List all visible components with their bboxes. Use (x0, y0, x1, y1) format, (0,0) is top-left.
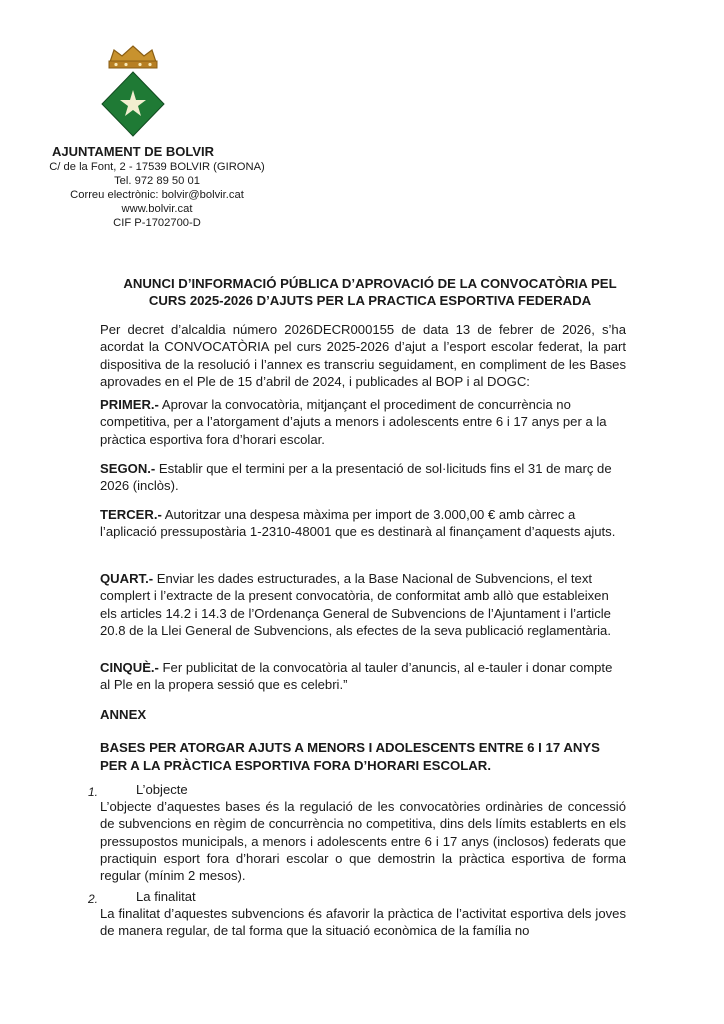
org-phone: Tel. 972 89 50 01 (114, 175, 200, 187)
org-address: C/ de la Font, 2 - 17539 BOLVIR (GIRONA) (49, 161, 265, 173)
clause-label: PRIMER.- (100, 397, 159, 412)
clause-text: Establir que el termini per a la presentació de sol·licituds fins el 31 de març de 2026 (inclòs). (100, 461, 612, 494)
annex-heading: ANNEX (100, 707, 147, 722)
clause-text: Autoritzar una despesa màxima per import de 3.000,00 € amb càrrec a l’aplicació pressupostària 1-2310-48001 que es destinarà al finançament d’aquests ajuts. (100, 507, 616, 540)
clause-text: Fer publicitat de la convocatòria al tauler d’anuncis, al e-tauler i donar compte al Ple en la propera sessió que es celebri.” (100, 660, 613, 693)
section-1-number: 1. (88, 785, 99, 799)
coat-of-arms-logo (100, 42, 166, 152)
intro-paragraph: Per decret d’alcaldia número 2026DECR000155 de data 13 de febrer de 2026, s’ha acordat la CONVOCATÒRIA pel curs 2025-2026 d’ajut a l’esport escolar federat, la part dispositiva de la resolució i l’annex es transcriu seguidament, en compliment de les Bases aprovades en el Ple de 15 d’abril de 2024, i publicades al BOP i al DOGC: (100, 322, 626, 389)
section-2-number: 2. (88, 892, 99, 906)
crown-shape (110, 46, 156, 62)
bases-title: BASES PER ATORGAR AJUTS A MENORS I ADOLESCENTS ENTRE 6 I 17 ANYS PER A LA PRÀCTICA ESPORTIVA FORA D’HORARI ESCOLAR. (100, 740, 600, 773)
title-line-1: ANUNCI D’INFORMACIÓ PÚBLICA D’APROVACIÓ DE LA CONVOCATÒRIA PEL (123, 276, 617, 291)
section-2-text: La finalitat d’aquestes subvencions és afavorir la pràctica de l’activitat esportiva dels joves de manera regular, de tal forma que la situació econòmica de la família no (100, 906, 626, 939)
org-email: Correu electrònic: bolvir@bolvir.cat (70, 189, 244, 201)
section-1-text: L’objecte d’aquestes bases és la regulació de les convocatòries ordinàries de concessió de subvencions en règim de concurrència no competitiva, dins dels límits establerts en els pressupostos municipals, a menors i adolescents entre 6 i 17 anys (inclosos) federats que practiquin esport fora d’horari escolar o que demostrin la pràctica esportiva de forma regular (mínim 2 mesos). (100, 799, 626, 884)
document-title (100, 275, 640, 309)
org-name: AJUNTAMENT DE BOLVIR (52, 144, 215, 159)
clause-text: Enviar les dades estructurades, a la Base Nacional de Subvencions, el text complert i l’extracte de la present convocatòria, de conformitat amb allò que estableixen els articles 14.2 i 14.3 de l’Ordenança General de Subvencions de l’Ajuntament i l’article 20.8 de la Llei General de Subvencions, als efectes de la seva publicació reglamentària. (100, 571, 611, 638)
clause-tercer (100, 506, 626, 541)
org-cif: CIF P-1702700-D (113, 217, 201, 229)
clause-label: TERCER.- (100, 507, 162, 522)
clause-segon (100, 460, 626, 495)
clause-text: Aprovar la convocatòria, mitjançant el procediment de concurrència no competitiva, per a l’atorgament d’ajuts a menors i adolescents entre 6 i 17 anys per a la pràctica esportiva fora d’horari escolar. (100, 397, 607, 447)
clause-cinque (100, 659, 626, 694)
clause-label: CINQUÈ.- (100, 660, 159, 675)
title-line-2: CURS 2025-2026 D’AJUTS PER LA PRACTICA ESPORTIVA FEDERADA (148, 293, 592, 308)
section-2-title: La finalitat (136, 889, 196, 904)
clause-primer (100, 396, 626, 448)
section-1-title: L’objecte (136, 782, 188, 797)
clause-quart (100, 570, 626, 639)
org-web: www.bolvir.cat (121, 203, 193, 215)
clause-label: SEGON.- (100, 461, 156, 476)
crown-icon (109, 46, 157, 68)
clause-label: QUART.- (100, 571, 154, 586)
